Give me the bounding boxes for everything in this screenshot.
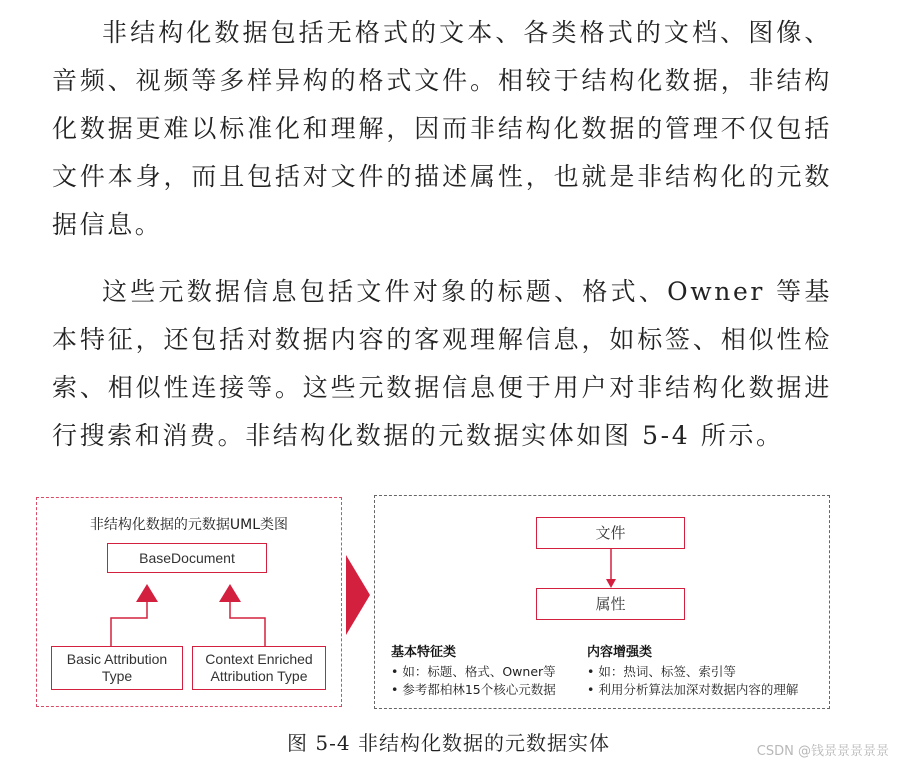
paragraph-2: 这些元数据信息包括文件对象的标题、格式、Owner 等基本特征，还包括对数据内容的客观理解信息，如标签、相似性检索、相似性连接等。这些元数据信息便于用户对非结构化数据进行搜索和消费。非结构化数据的元数据实体如图 5-4 所示。 <box>52 277 832 450</box>
basic-feature-item-1: • 如：标题、格式、Owner等 <box>391 664 556 679</box>
paragraph-1: 非结构化数据包括无格式的文本、各类格式的文档、图像、音频、视频等多样异构的格式文件。相较于结构化数据，非结构化数据更难以标准化和理解，因而非结构化数据的管理不仅包括文件本身，而且包括对文件的描述属性，也就是非结构化的元数据信息。 <box>52 18 832 239</box>
basic-feature-title: 基本特征类 <box>391 645 457 660</box>
connector-left <box>111 602 147 646</box>
basic-feature-item-2: • 参考都柏林15个核心元数据 <box>391 682 556 697</box>
content-enhance-title: 内容增强类 <box>587 645 653 660</box>
watermark: CSDN @钱景景景景景 <box>756 744 889 759</box>
inheritance-triangle-right <box>219 584 241 602</box>
entity-diagram <box>374 495 830 709</box>
content-enhance-item-1: • 如：热词、标签、索引等 <box>587 664 736 679</box>
file-box: 文件 <box>536 517 685 549</box>
connector-right <box>230 602 265 646</box>
uml-diagram <box>36 497 342 707</box>
content-enhance-item-2: • 利用分析算法加深对数据内容的理解 <box>587 682 799 697</box>
inheritance-triangle-left <box>136 584 158 602</box>
basic-attribution-box: Basic Attribution Type <box>51 646 183 690</box>
connector-arrowhead <box>606 579 616 588</box>
base-document-box: BaseDocument <box>107 543 267 573</box>
attribute-box: 属性 <box>536 588 685 620</box>
context-enriched-box: Context Enriched Attribution Type <box>192 646 326 690</box>
transition-arrow <box>346 555 370 635</box>
uml-title: 非结构化数据的元数据UML类图 <box>89 517 289 533</box>
figure-caption: 图 5-4 非结构化数据的元数据实体 <box>287 731 610 755</box>
